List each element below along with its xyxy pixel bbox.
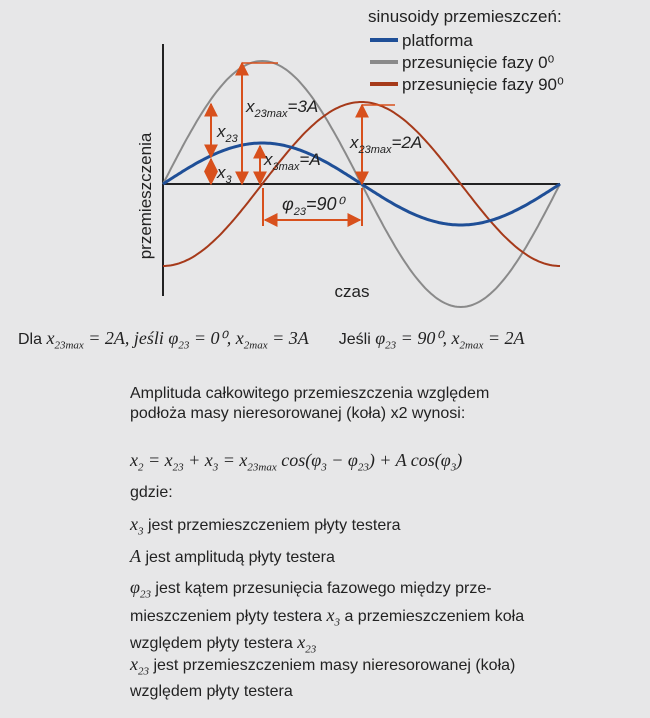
formula: $x_2 = x_{23} + x_3 = x_{23max}$ $\cos(\varphi_3 - \varphi_{23}) + A$ $\cos(\varphi_3)$ bbox=[130, 450, 463, 474]
label-x23max-3A: $x_{23max}=3A$ bbox=[246, 97, 319, 120]
legend-item-phase-0: przesunięcie fazy 0⁰ bbox=[402, 53, 555, 72]
conditions-line: Dla $x_{23max} = 2A$, jeśli $\varphi_{23} = 0^0$, $x_{2max} = 3A$ Jeśli $\varphi_{23} = 90^0$, $x_{2max} = 2A$ bbox=[18, 328, 525, 352]
definition-x3: $x_3$ jest przemieszczeniem płyty testera bbox=[130, 514, 401, 538]
legend bbox=[368, 7, 564, 94]
legend-title: sinusoidy przemieszczeń: bbox=[368, 7, 562, 26]
definition-a: A jest amplitudą płyty testera bbox=[130, 546, 335, 566]
label-x23: $x_{23}$ bbox=[217, 122, 238, 145]
definition-x23: $x_{23}$ jest przemieszczeniem masy nieresorowanej (koła) względem płyty testera bbox=[130, 654, 516, 700]
x-axis-label: czas bbox=[334, 282, 370, 301]
label-x23max-2A: $x_{23max}=2A$ bbox=[350, 133, 423, 156]
label-x3: $x_3$ bbox=[217, 163, 232, 186]
where-label: gdzie: bbox=[130, 484, 173, 501]
legend-item-phase-90: przesunięcie fazy 90⁰ bbox=[402, 75, 564, 94]
definition-phi23: $\varphi_{23}$ jest kątem przesunięcia fazowego między prze- mieszczeniem płyty testera $x_3$ a przemieszczeniem koła względem płyty testera $x_{23}$ bbox=[130, 577, 525, 656]
label-x3max-A: $x_{3max}=A$ bbox=[264, 150, 321, 173]
intro-text: Amplituda całkowitego przemieszczenia względem podłoża masy nieresorowanej (koła) x2 wynosi: bbox=[130, 385, 490, 422]
y-axis-label: przemieszczenia bbox=[136, 132, 155, 260]
label-phi23: $\varphi_{23}=90^0$ bbox=[282, 194, 344, 218]
legend-item-platform: platforma bbox=[402, 31, 473, 50]
displacement-diagram bbox=[0, 0, 650, 320]
